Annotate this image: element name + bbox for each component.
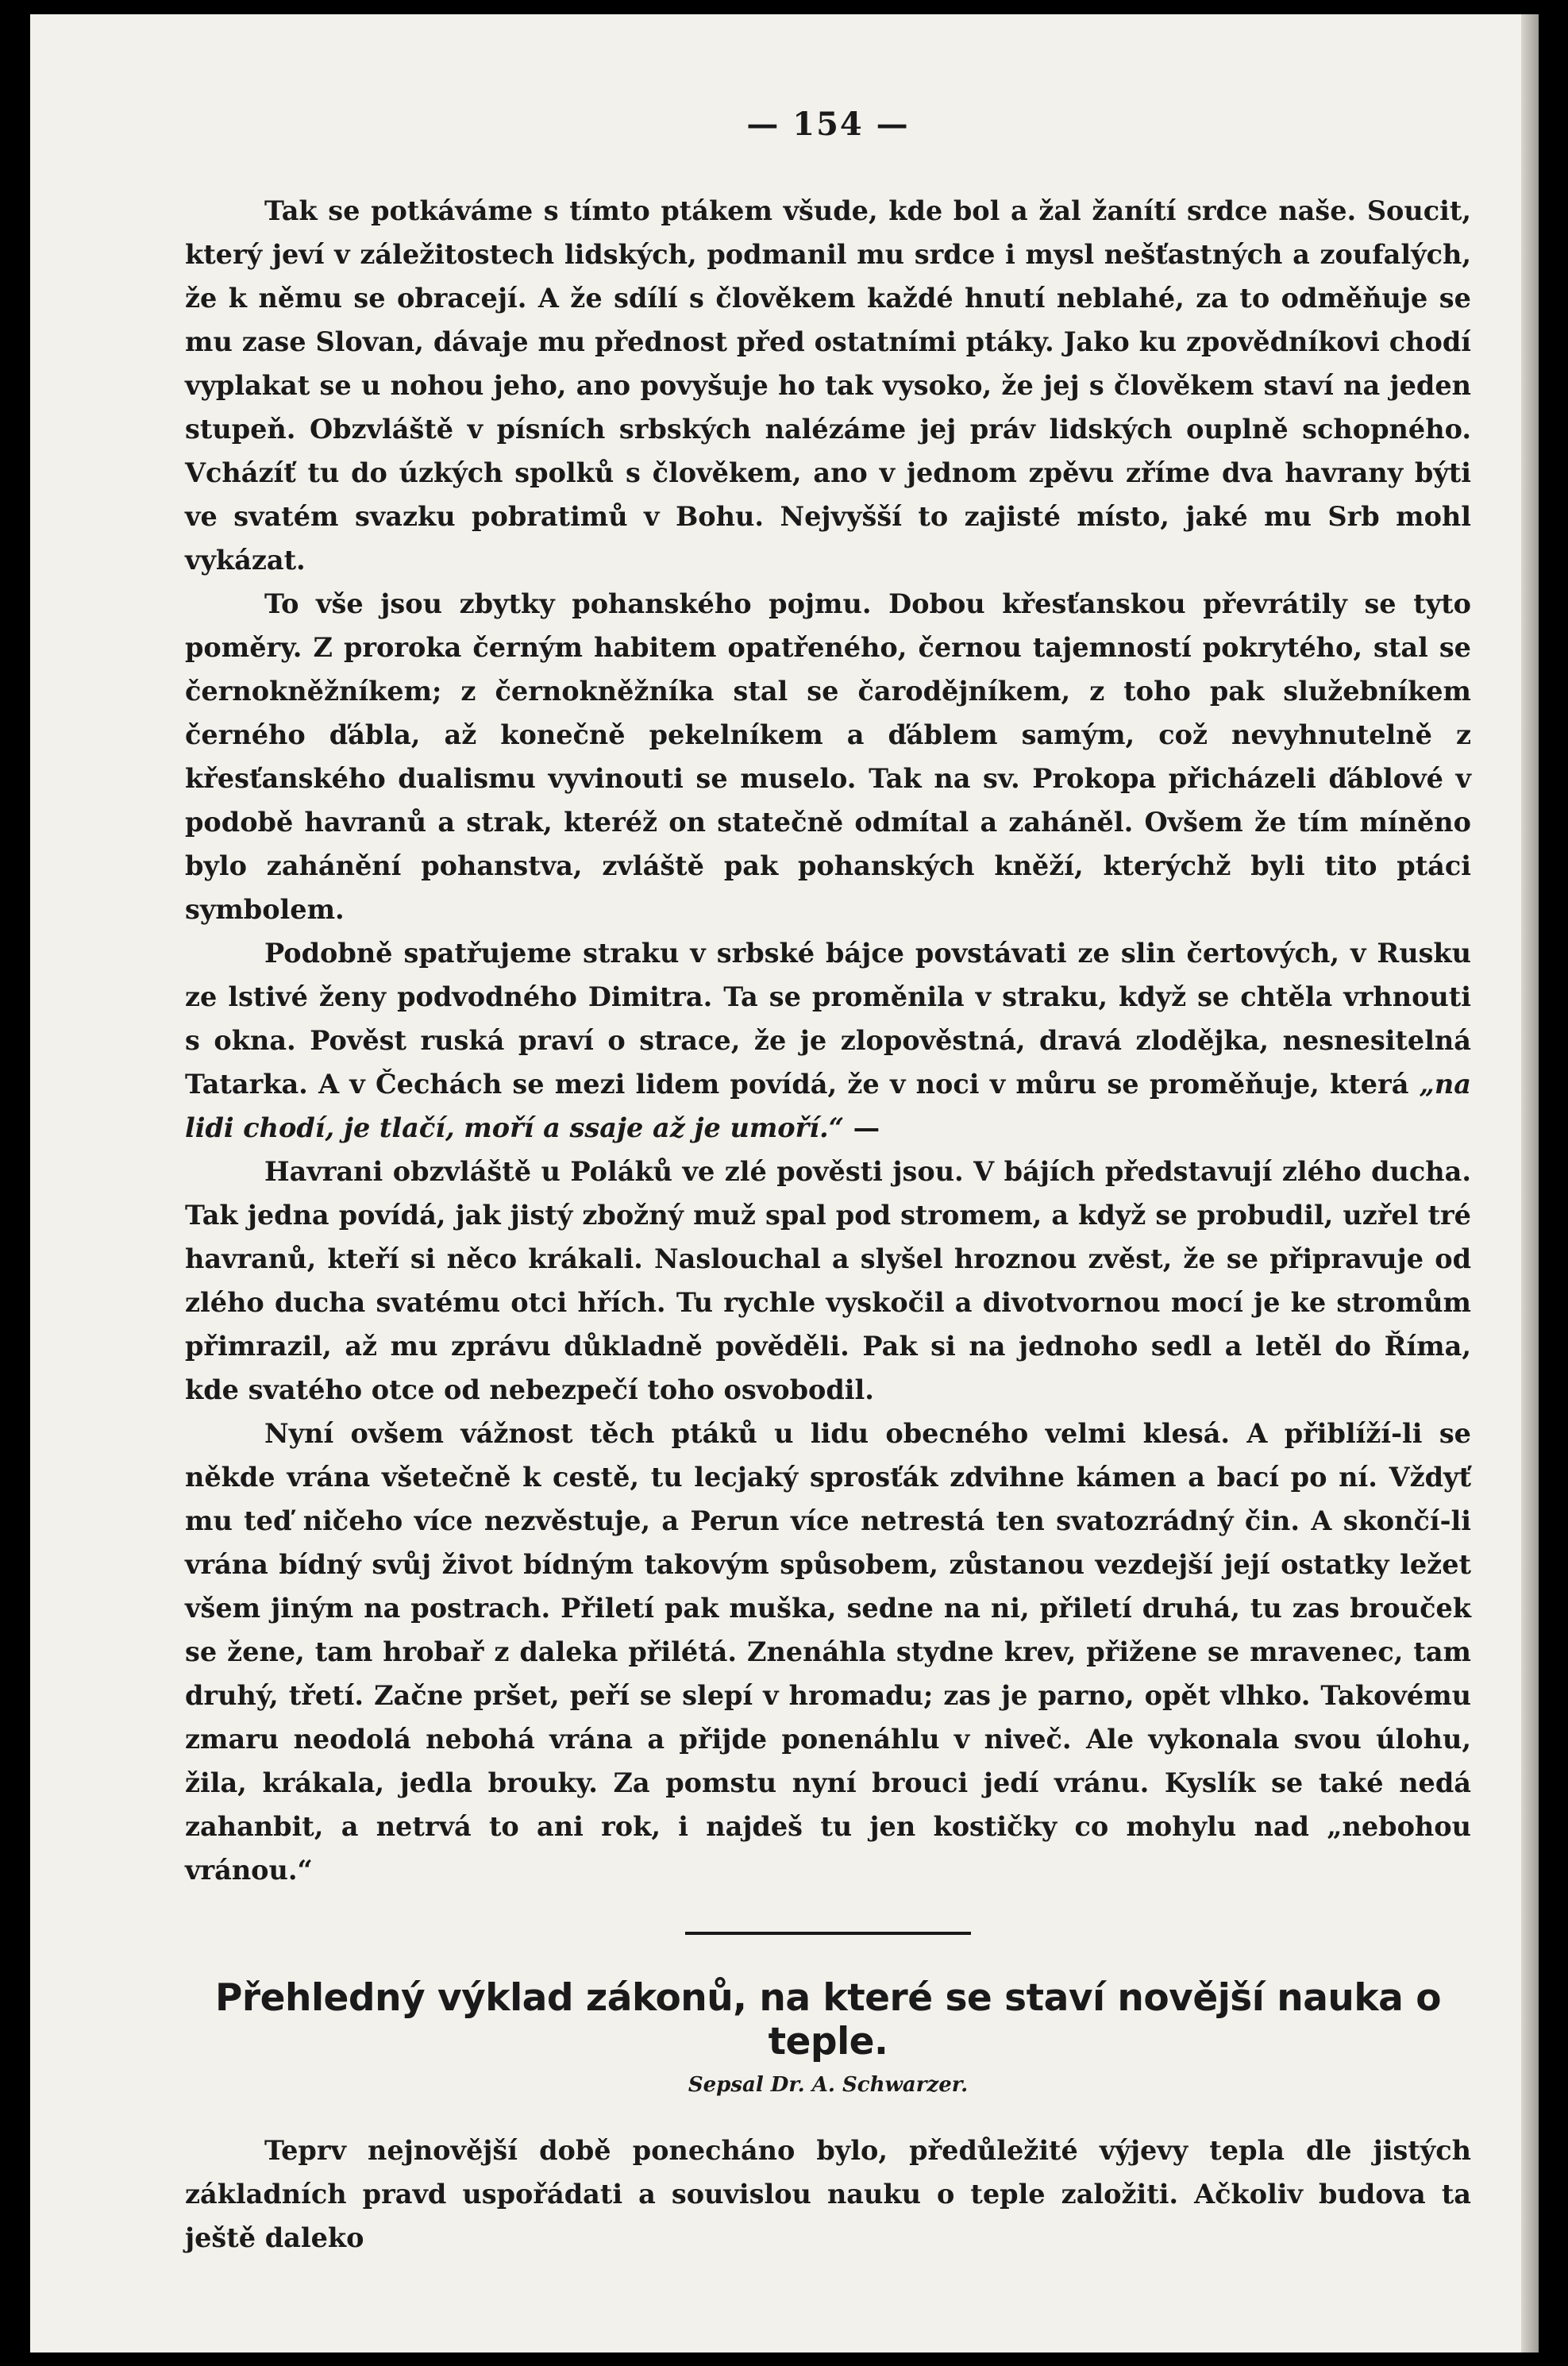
paragraph-4: Havrani obzvláště u Poláků ve zlé pověsti jsou. V bájích představují zlého ducha. Tak jedna povídá, jak jistý zbožný muž spal pod stromem, a když se probudil, uzřel tré havranů, kteří si něco krákali. Naslouchal a slyšel hroznou zvěst, že se připravuje od zlého ducha svatému otci hřích. Tu rychle vyskočil a divotvornou mocí je ke stromům přimrazil, až mu zprávu důkladně pověděli. Pak si na jednoho sedl a letěl do Říma, kde svatého otce od nebezpečí toho osvobodil. bbox=[185, 1156, 1471, 1405]
section-title: Přehledný výklad zákonů, na které se staví novější nauka o teple. bbox=[214, 1976, 1442, 2064]
section-divider bbox=[685, 1932, 971, 1935]
paragraph-3-text: Podobně spatřujeme straku v srbské bájce povstávati ze slin čertových, v Rusku ze lstivé ženy podvodného Dimitra. Ta se proměnila v straku, když se chtěla vrhnouti s okna. Pověst ruská praví o strace, že je zlopověstná, dravá zlodějka, nesnesitelná Tatarka. A v Čechách se mezi lidem povídá, že v noci v můru se proměňuje, která bbox=[185, 938, 1471, 1100]
section-intro-paragraph: Teprv nejnovější době ponecháno bylo, předůležité výjevy tepla dle jistých základních pravd uspořádati a souvislou nauku o teple založiti. Ačkoliv budova ta ještě daleko bbox=[185, 2135, 1471, 2253]
paragraph-3 bbox=[185, 931, 1471, 1150]
paragraph-2: To vše jsou zbytky pohanského pojmu. Dobou křesťanskou převrátily se tyto poměry. Z proroka černým habitem opatřeného, černou tajemností pokrytého, stal se černokněžníkem; z černokněžníka stal se čarodějníkem, z toho pak služebníkem černého ďábla, až konečně pekelníkem a ďáblem samým, což nevyhnutelně z křesťanského dualismu vyvinouti se muselo. Tak na sv. Prokopa přicházeli ďáblové v podobě havranů a strak, kteréž on statečně odmítal a zaháněl. Ovšem že tím míněno bylo zahánění pohanstva, zvláště pak pohanských kněží, kterýchž byli tito ptáci symbolem. bbox=[185, 588, 1471, 925]
paragraph-3-dash: — bbox=[843, 1112, 880, 1143]
paragraph-5: Nyní ovšem vážnost těch ptáků u lidu obecného velmi klesá. A přiblíží-li se někde vrána všetečně k cestě, tu lecjaký sprosťák zdvihne kámen a bací po ní. Vždyť mu teď ničeho více nezvěstuje, a Perun více netrestá ten svatozrádný čin. A skončí-li vrána bídný svůj život bídným takovým spůsobem, zůstanou vezdejší její ostatky ležet všem jiným na postrach. Přiletí pak muška, sedne na ni, přiletí druhá, tu zas brouček se žene, tam hrobař z daleka přilétá. Znenáhla stydne krev, přižene se mravenec, tam druhý, třetí. Začne pršet, peří se slepí v hromadu; zas je parno, opět vlhko. Takovému zmaru neodolá nebohá vrána a přijde ponenáhlu v niveč. Ale vykonala svou úlohu, žila, krákala, jedla brouky. Za pomstu nyní brouci jedí vránu. Kyslík se také nedá zahanbit, a netrvá to ani rok, i najdeš tu jen kostičky co mohylu nad „nebohou vránou.“ bbox=[185, 1418, 1471, 1886]
page-content bbox=[185, 106, 1471, 2260]
page-number: — 154 — bbox=[746, 106, 910, 143]
page-spine-shadow bbox=[1521, 14, 1539, 2353]
book-page bbox=[30, 14, 1539, 2353]
paragraph-3-quote: „na lidi chodí, je tlačí, moří a ssaje až je umoří.“ bbox=[185, 1069, 1471, 1143]
paragraph-1: Tak se potkáváme s tímto ptákem všude, kde bol a žal žanítí srdce naše. Soucit, který jeví v záležitostech lidských, podmanil mu srdce i mysl nešťastných a zoufalých, že k němu se obracejí. A že sdílí s člověkem každé hnutí neblahé, za to odměňuje se mu zase Slovan, dávaje mu přednost před ostatními ptáky. Jako ku zpovědníkovi chodí vyplakat se u nohou jeho, ano povyšuje ho tak vysoko, že jej s člověkem staví na jeden stupeň. Obzvláště v písních srbských nalézáme jej práv lidských ouplně schopného. Vcházíť tu do úzkých spolků s člověkem, ano v jednom zpěvu zříme dva havrany býti ve svatém svazku pobratimů v Bohu. Nejvyšší to zajisté místo, jaké mu Srb mohl vykázat. bbox=[185, 195, 1471, 576]
section-byline: Sepsal Dr. A. Schwarzer. bbox=[688, 2073, 969, 2097]
